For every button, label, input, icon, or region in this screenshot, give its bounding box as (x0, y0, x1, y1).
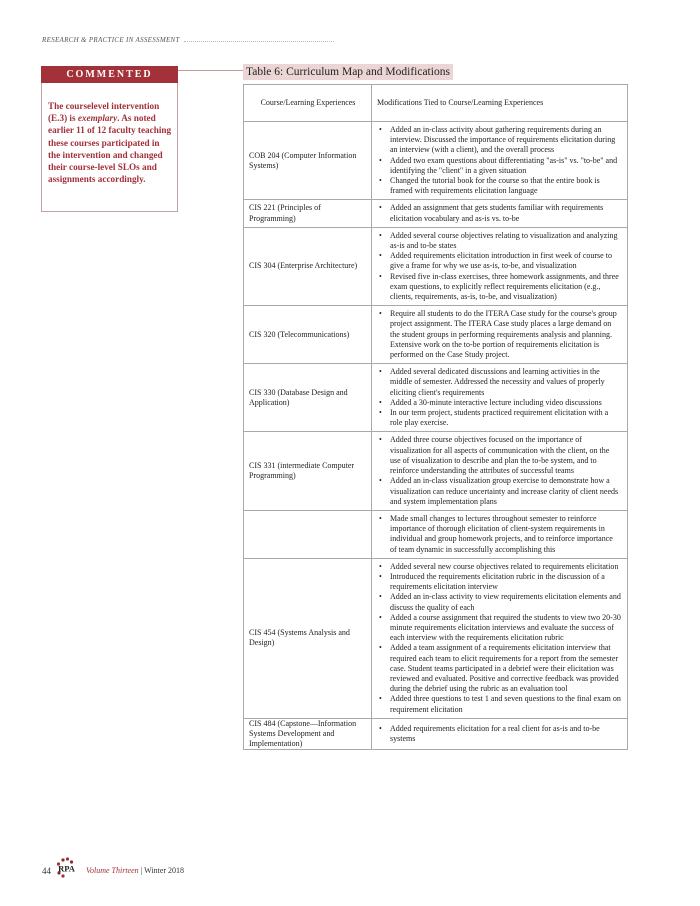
logo-text: RPA (58, 863, 75, 874)
list-item: • Added a course assignment that required the students to view two 20-30 minute requirements elicitation interviews and evaluate the success of each interview with the requirements elicitation rubric (390, 613, 621, 644)
course-cell: CIS 484 (Capstone—Information Systems Development and Implementation) (244, 718, 372, 750)
header-dotted-rule (184, 41, 334, 42)
course-cell (244, 510, 372, 558)
list-item: • Added three questions to test 1 and seven questions to the final exam on requirement elicitation (390, 694, 621, 714)
list-item: • Revised five in-class exercises, three homework assignments, and three exam questions, to explicitly reflect requirements elicitation (e.g., clients, requirements, as-is, to-be, and visualization) (390, 272, 621, 303)
table-caption: Table 6: Curriculum Map and Modifications (243, 64, 453, 80)
list-item: • Added requirements elicitation for a real client for as-is and to-be systems (390, 724, 621, 744)
modifications-cell (372, 200, 628, 227)
sidebar-connector-line (178, 70, 243, 71)
modifications-cell (372, 306, 628, 364)
modifications-cell (372, 432, 628, 510)
list-item: • Added an assignment that gets students familiar with requirements elicitation vocabulary and as-is vs. to-be (390, 203, 621, 223)
footer-season: Winter 2018 (144, 866, 185, 875)
list-item: • Added several dedicated discussions and learning activities in the middle of semester. Addressed the necessity and values of properly eliciting client's requirements (390, 367, 621, 398)
list-item: • In our term project, students practiced requirement elicitation with a role play exercise. (390, 408, 621, 428)
table-row (244, 227, 628, 305)
sidebar-title: COMMENTED (41, 66, 178, 83)
list-item: • Added several course objectives relating to visualization and analyzing as-is and to-be states (390, 231, 621, 251)
list-item: • Introduced the requirements elicitation rubric in the discussion of a requirements elicitation interview (390, 572, 621, 592)
course-cell: CIS 454 (Systems Analysis and Design) (244, 558, 372, 718)
column-header-modifications: Modifications Tied to Course/Learning Experiences (372, 85, 628, 122)
running-header: RESEARCH & PRACTICE IN ASSESSMENT (42, 36, 180, 44)
modifications-cell (372, 558, 628, 718)
curriculum-table (243, 84, 628, 750)
list-item: • Added requirements elicitation introduction in first week of course to give a frame for why we use as-is, to-be, and visualization (390, 251, 621, 271)
table-row (244, 306, 628, 364)
list-item: • Added several new course objectives related to requirements elicitation (390, 562, 621, 572)
sidebar-text-before: The courselevel intervention (E.3) is (48, 101, 160, 124)
table-row (244, 558, 628, 718)
sidebar-comment (48, 100, 174, 185)
table-row (244, 718, 628, 750)
course-cell: CIS 331 (intermediate Computer Programming) (244, 432, 372, 510)
footer-volume: Volume Thirteen (86, 866, 139, 875)
table-row (244, 122, 628, 200)
list-item: • Added a 30-minute interactive lecture including video discussions (390, 398, 621, 408)
list-item: • Added an in-class activity to view requirements elicitation elements and discuss the quality of each (390, 592, 621, 612)
modifications-cell (372, 227, 628, 305)
table-row (244, 200, 628, 227)
rpa-logo-icon (54, 856, 78, 878)
course-cell: CIS 304 (Enterprise Architecture) (244, 227, 372, 305)
course-cell: CIS 221 (Principles of Programming) (244, 200, 372, 227)
modifications-cell (372, 364, 628, 432)
table-row (244, 432, 628, 510)
table-header-row (244, 85, 628, 122)
list-item: • Added a team assignment of a requirements elicitation interview that required each team to elicit requirements for a report from the semester case. Student teams participated in a debrief were their elicitation was reviewed and evaluated. Positive and corrective feedback was provided during the debrief using the rubric as an evaluation tool (390, 643, 621, 694)
list-item: • Added an in-class activity about gathering requirements during an interview. Discussed the importance of requirements elicitation during an interview (with a client), and the overall process (390, 125, 621, 156)
modifications-cell (372, 718, 628, 750)
list-item: • Made small changes to lectures throughout semester to reinforce importance of thorough elicitation of client-system requirements in individual and group homework projects, and to reinforce importance of team dynamic in successfully accomplishing this (390, 514, 621, 555)
modifications-cell (372, 122, 628, 200)
footer-issue (86, 866, 184, 875)
list-item: • Added an in-class visualization group exercise to demonstrate how a visualization can reduce uncertainty and increase clarity of client needs and system implementation plans (390, 476, 621, 507)
list-item: • Added three course objectives focused on the importance of visualization for all aspects of communication with the client, on the use of visualization to describe and plan the to-be system, and to reinforce understanding the attributes of successful teams (390, 435, 621, 476)
sidebar-text-emphasis: exemplary (77, 113, 118, 124)
list-item: • Changed the tutorial book for the course so that the entire book is framed with requirements elicitation language (390, 176, 621, 196)
table-row (244, 364, 628, 432)
list-item: • Added two exam questions about differentiating "as-is" vs. "to-be" and identifying the "client" in a given situation (390, 156, 621, 176)
course-cell: COB 204 (Computer Information Systems) (244, 122, 372, 200)
sidebar-text-after: . As noted earlier 11 of 12 faculty teaching these courses participated in the intervention and changed their course-level SLOs and assignments accordingly. (48, 113, 172, 185)
modifications-cell (372, 510, 628, 558)
list-item: • Require all students to do the ITERA Case study for the course's group project assignment. The ITERA Case study places a large demand on the student groups in performing requirements analysis and planning. Extensive work on the to-be portion of requirements elicitation is performed on the Case Study project. (390, 309, 621, 360)
column-header-course: Course/Learning Experiences (244, 85, 372, 122)
course-cell: CIS 330 (Database Design and Application) (244, 364, 372, 432)
course-cell: CIS 320 (Telecommunications) (244, 306, 372, 364)
page-number: 44 (42, 866, 51, 876)
footer-separator: | (138, 866, 145, 875)
table-row (244, 510, 628, 558)
